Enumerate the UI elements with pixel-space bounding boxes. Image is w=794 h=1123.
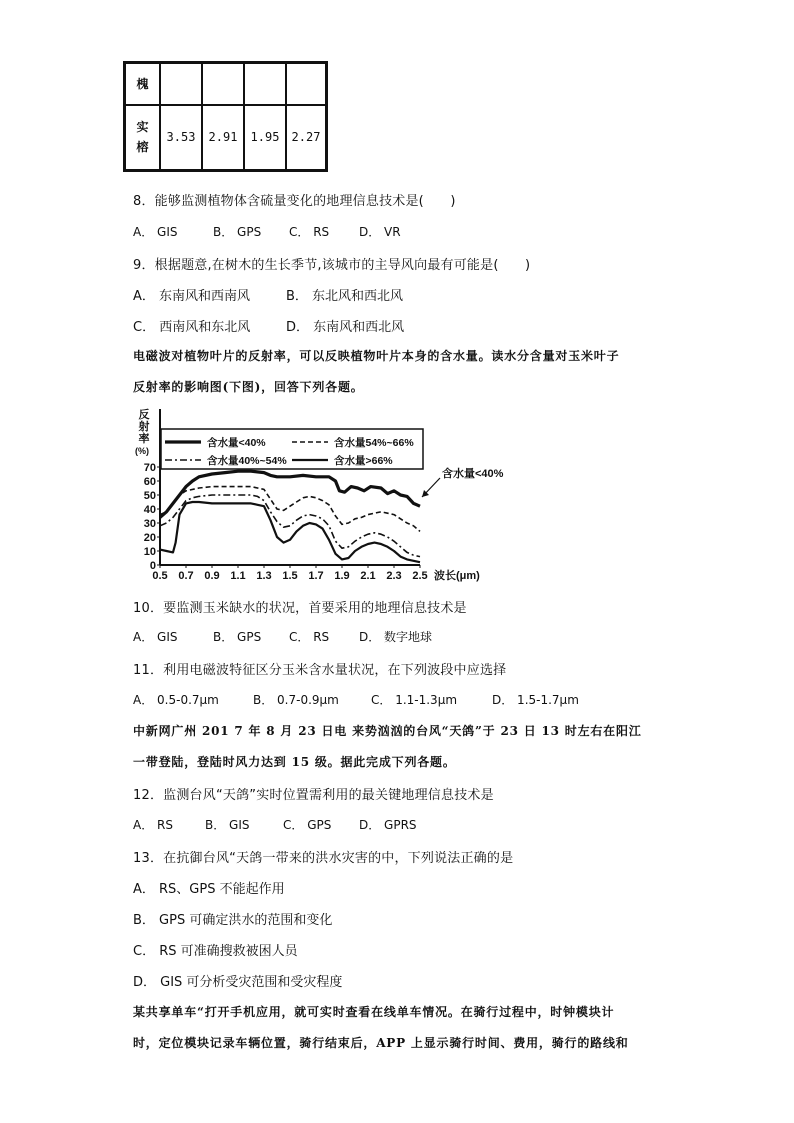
table-row-name: 槐: [125, 63, 161, 105]
passage-3-line-2: 时，定位模块记录车辆位置，骑行结束后，APP 上显示骑行时间、费用，骑行的路线和: [133, 1036, 629, 1050]
question-10-stem: 10．要监测玉米缺水的状况，首要采用的地理信息技术是: [133, 601, 467, 616]
table-row: [125, 63, 327, 105]
x-tick-label: 0.5: [152, 570, 168, 582]
table-row-name: 实 榕: [125, 105, 161, 171]
question-10-options: [133, 628, 432, 645]
y-axis-label: 射: [138, 421, 150, 433]
x-tick-label: 1.3: [256, 570, 272, 582]
reflectance-chart: [130, 405, 530, 585]
passage-3-line-1: 某共享单车“打开手机应用，就可实时查看在线单车情况。在骑行过程中，时钟模块计: [133, 1005, 615, 1019]
question-9-stem: 9．根据题意,在树木的生长季节,该城市的主导风向最有可能是( ): [133, 258, 531, 273]
option-b[interactable]: B． GPS: [213, 225, 262, 239]
option-a[interactable]: A． RS、GPS 不能起作用: [133, 882, 285, 897]
passage-1-line-2: 反射率的影响图(下图)，回答下列各题。: [133, 380, 364, 394]
x-tick-label: 2.1: [360, 570, 376, 582]
table-cell: 3.53: [160, 105, 202, 171]
option-d[interactable]: D． 数字地球: [359, 630, 433, 644]
y-tick-label: 50: [143, 490, 156, 502]
table-cell: [244, 63, 286, 105]
legend-label: 含水量<40%: [207, 437, 266, 449]
x-tick-label: 0.7: [178, 570, 194, 582]
x-tick-label: 1.5: [282, 570, 298, 582]
y-tick-label: 70: [143, 462, 156, 474]
x-tick-label: 2.3: [386, 570, 402, 582]
question-9-options-row1: [133, 285, 403, 304]
series-line: [160, 502, 420, 562]
question-8-stem: 8．能够监测植物体含硫量变化的地理信息技术是( ): [133, 194, 456, 209]
option-d[interactable]: D． VR: [359, 225, 401, 239]
question-8-options: [133, 223, 401, 240]
option-c[interactable]: C． 1.1-1.3μm: [371, 693, 458, 707]
y-tick-label: 60: [143, 476, 156, 488]
annotation-label: 含水量<40%: [442, 468, 504, 480]
x-tick-label: 0.9: [204, 570, 220, 582]
y-tick-label: 10: [143, 546, 156, 558]
y-tick-label: 0: [149, 560, 156, 572]
x-tick-label: 1.1: [230, 570, 246, 582]
option-a[interactable]: A． GIS: [133, 225, 178, 239]
table-cell: [202, 63, 244, 105]
legend-label: 含水量>66%: [334, 455, 393, 467]
question-11-stem: 11．利用电磁波特征区分玉米含水量状况，在下列波段中应选择: [133, 663, 507, 678]
y-tick-label: 20: [143, 532, 156, 544]
option-b[interactable]: B． GPS 可确定洪水的范围和变化: [133, 913, 333, 928]
option-c[interactable]: C． GPS: [283, 818, 332, 832]
table-cell: 1.95: [244, 105, 286, 171]
question-9-options-row2: [133, 316, 404, 335]
series-line: [160, 487, 420, 532]
option-b[interactable]: B． 0.7-0.9μm: [253, 693, 339, 707]
question-13-stem: 13．在抗御台风“天鸽一带来的洪水灾害的中，下列说法正确的是: [133, 851, 514, 866]
option-c[interactable]: C． RS: [289, 225, 330, 239]
passage-1-line-1: 电磁波对植物叶片的反射率，可以反映植物叶片本身的含水量。读水分含量对玉米叶子: [133, 349, 620, 363]
legend-label: 含水量54%~66%: [334, 437, 414, 449]
passage-2-line-1: 中新网广州 201 7 年 8 月 23 日电 来势汹汹的台风“天鸽”于 23 日 13 时左右在阳江: [133, 724, 642, 738]
table-cell: 2.91: [202, 105, 244, 171]
option-c[interactable]: C． RS 可准确搜救被困人员: [133, 944, 298, 959]
table-cell: [160, 63, 202, 105]
option-d[interactable]: D． 东南风和西北风: [286, 320, 405, 335]
question-12-options: [133, 816, 417, 833]
table-cell: [286, 63, 327, 105]
question-11-options: [133, 691, 579, 708]
series-line: [160, 495, 420, 557]
y-tick-label: 30: [143, 518, 156, 530]
table-row: [125, 105, 327, 171]
y-axis-label: 反: [138, 409, 150, 421]
option-b[interactable]: B． GIS: [205, 818, 250, 832]
option-b[interactable]: B． GPS: [213, 630, 262, 644]
y-axis-label: (%): [135, 446, 149, 456]
option-c[interactable]: C． RS: [289, 630, 330, 644]
option-d[interactable]: D． GIS 可分析受灾范围和受灾程度: [133, 975, 343, 990]
data-table: [123, 61, 328, 172]
passage-2-line-2: 一带登陆，登陆时风力达到 15 级。据此完成下列各题。: [133, 755, 456, 769]
legend-label: 含水量40%~54%: [207, 455, 287, 467]
x-axis-label: 波长(μm): [434, 570, 480, 582]
y-tick-label: 40: [143, 504, 156, 516]
x-tick-label: 1.9: [334, 570, 350, 582]
x-tick-label: 2.5: [412, 570, 428, 582]
question-12-stem: 12．监测台风“天鸽”实时位置需利用的最关键地理信息技术是: [133, 788, 494, 803]
option-a[interactable]: A． RS: [133, 818, 173, 832]
option-c[interactable]: C． 西南风和东北风: [133, 320, 251, 335]
option-a[interactable]: A． GIS: [133, 630, 178, 644]
option-b[interactable]: B． 东北风和西北风: [286, 289, 404, 304]
x-tick-label: 1.7: [308, 570, 324, 582]
series-line: [160, 471, 420, 517]
option-a[interactable]: A． 0.5-0.7μm: [133, 693, 219, 707]
table-cell: 2.27: [286, 105, 327, 171]
option-d[interactable]: D． 1.5-1.7μm: [492, 693, 579, 707]
y-axis-label: 率: [138, 433, 150, 445]
option-d[interactable]: D． GPRS: [359, 818, 417, 832]
option-a[interactable]: A． 东南风和西南风: [133, 289, 251, 304]
